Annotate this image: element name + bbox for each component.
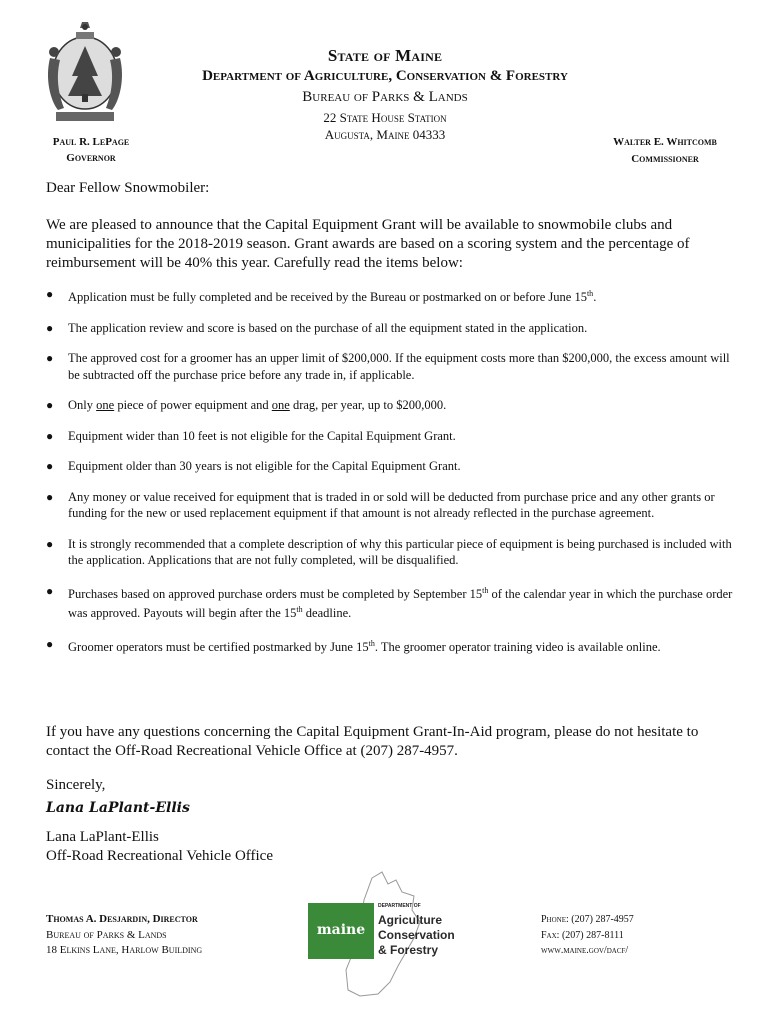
state-seal-image: [40, 18, 130, 126]
phone-number: Phone: (207) 287-4957: [541, 914, 634, 925]
governor-name: Paul R. LePage: [52, 136, 130, 148]
list-item: ● It is strongly recommended that a complete description of why this particular piece of equipment is being purchased is included with the application. Applications that are not fully completed, will be disqualified.: [46, 536, 732, 568]
footer-contact-block: [541, 912, 634, 959]
header-state: State of Maine: [327, 46, 443, 65]
header-address-line1: 22 State House Station: [323, 110, 447, 125]
director-name: Thomas A. Desjardin, Director: [46, 913, 198, 925]
header-bureau: Bureau of Parks & Lands: [302, 89, 468, 105]
logo-maine: maine: [316, 922, 366, 938]
dacf-logo: [302, 870, 472, 1000]
governor-block: [36, 134, 146, 166]
logo-forestry: & Forestry: [378, 943, 439, 957]
sincerely: Sincerely,: [46, 777, 106, 793]
signer-office: Off-Road Recreational Vehicle Office: [46, 848, 273, 864]
signature: Lana LaPlant-Ellis: [46, 800, 190, 816]
salutation: Dear Fellow Snowmobiler:: [46, 180, 210, 196]
header-address-line2: Augusta, Maine 04333: [324, 127, 446, 142]
closing-paragraph: If you have any questions concerning the Capital Equipment Grant-In-Aid program, please do not hesitate to contact the Off-Road Recreational Vehicle Office at (207) 287-4957.: [46, 724, 699, 759]
commissioner-block: [590, 134, 740, 168]
list-item: ● Purchases based on approved purchase orders must be completed by September 15th of the calendar year in which the purchase order was approved. Payouts will begin after the 15th deadline.: [46, 583, 733, 621]
list-item: ● Equipment wider than 10 feet is not eligible for the Capital Equipment Grant.: [46, 428, 456, 443]
footer-director-block: [46, 912, 202, 959]
list-item: ● Only one piece of power equipment and one drag, per year, up to $200,000.: [46, 398, 447, 413]
logo-agriculture: Agriculture: [378, 913, 443, 927]
list-item: ● Equipment older than 30 years is not eligible for the Capital Equipment Grant.: [46, 459, 461, 474]
intro-paragraph: We are pleased to announce that the Capital Equipment Grant will be available to snowmobile clubs and municipalities for the 2018-2019 season. Grant awards are based on a scoring system and the percentage of reimbursement will be 40% this year. Carefully read the items below:: [46, 217, 690, 271]
requirements-list: [46, 286, 736, 670]
list-item: ● The application review and score is based on the purchase of all the equipment stated in the application.: [46, 320, 588, 335]
list-item: ● Any money or value received for equipment that is traded in or sold will be deducted from purchase price and any other grants or funding for the new or used replacement equipment if that amount is not already reflected in the purchase agreement.: [46, 489, 715, 521]
logo-dept-of: DEPARTMENT OF: [378, 903, 421, 909]
logo-conservation: Conservation: [378, 928, 455, 942]
header-department: Department of Agriculture, Conservation & Forestry: [202, 68, 568, 84]
website-link[interactable]: www.maine.gov/dacf/: [541, 945, 629, 956]
fax-number: Fax: (207) 287-8111: [541, 929, 624, 941]
list-item: ● Application must be fully completed and be received by the Bureau or postmarked on or before June 15th.: [46, 287, 597, 305]
list-item: ● Groomer operators must be certified postmarked by June 15th. The groomer operator training video is available online.: [46, 636, 661, 655]
list-item: ● The approved cost for a groomer has an upper limit of $200,000. If the equipment costs more than $200,000, the excess amount will be subtracted off the purchase price before any trade in, if applicable.: [46, 351, 730, 382]
governor-title: Governor: [66, 152, 116, 164]
commissioner-title: Commissioner: [631, 153, 699, 165]
director-address: 18 Elkins Lane, Harlow Building: [46, 944, 203, 956]
signer-name: Lana LaPlant-Ellis: [46, 829, 159, 845]
commissioner-name: Walter E. Whitcomb: [613, 136, 717, 148]
director-bureau: Bureau of Parks & Lands: [46, 928, 167, 941]
